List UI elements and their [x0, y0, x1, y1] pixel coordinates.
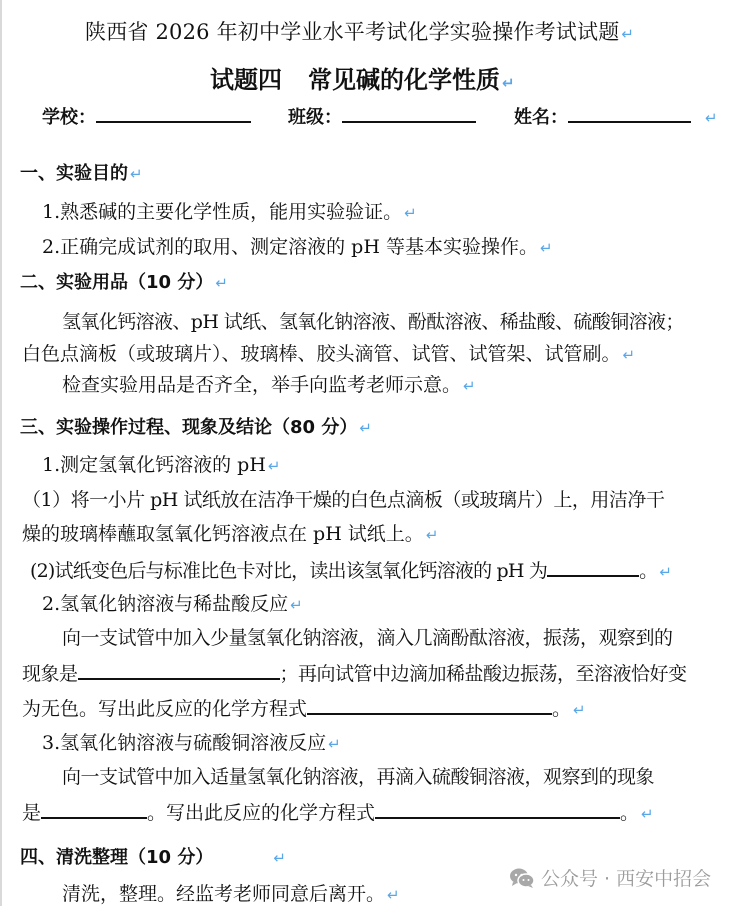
materials-text: 氢氧化钙溶液、pH 试纸、氢氧化钠溶液、酚酞溶液、稀盐酸、硫酸铜溶液；	[62, 311, 684, 333]
ph-answer-blank[interactable]	[547, 557, 639, 577]
school-label: 学校：	[42, 107, 96, 128]
materials-line-2	[22, 342, 635, 367]
document-title-text: 陕西省 2026 年初中学业水平考试化学实验操作考试试题	[85, 20, 620, 44]
paragraph-mark-icon: ↵	[463, 377, 476, 395]
q1-step1-line2	[22, 522, 438, 547]
section-heading-text: 三、实验操作过程、现象及结论（80 分）	[20, 417, 358, 438]
equation-answer-blank[interactable]	[307, 695, 552, 715]
paragraph-mark-icon: ↵	[573, 701, 586, 719]
section-heading-text: 一、实验目的	[20, 163, 128, 184]
paragraph-mark-icon: ↵	[130, 165, 143, 183]
paragraph-mark-icon: ↵	[387, 886, 400, 904]
q1-step2	[30, 557, 671, 584]
paragraph-mark-icon: ↵	[290, 596, 303, 614]
q1-step2-text: (2)试纸变色后与标准比色卡对比，读出该氢氧化钙溶液的 pH 为	[30, 560, 548, 582]
paragraph-mark-icon: ↵	[404, 204, 417, 222]
paragraph-mark-icon: ↵	[267, 457, 281, 475]
paragraph-mark-icon: ↵	[659, 563, 672, 581]
paragraph-mark-icon: ↵	[539, 239, 553, 257]
paragraph-mark-icon: ↵	[425, 526, 439, 544]
document-title	[85, 20, 634, 46]
q2-line3	[22, 695, 586, 722]
q1-step1-text: （1）将一小片 pH 试纸放在洁净干燥的白色点滴板（或玻璃片）上，用洁净干	[22, 489, 665, 511]
watermark-text: 公众号 · 西安中招会	[541, 868, 712, 890]
q1-step1-line1	[22, 488, 664, 512]
q3-text: 是	[22, 802, 42, 824]
q3-equation-blank[interactable]	[375, 799, 620, 819]
paragraph-mark-icon: ↵	[641, 805, 654, 823]
class-blank[interactable]	[342, 103, 476, 123]
subtitle-topic: 常见碱的化学性质	[308, 66, 500, 94]
class-field	[288, 103, 476, 130]
paragraph-mark-icon: ↵	[215, 274, 228, 292]
q3-end: 。	[620, 802, 640, 824]
q1-step2-end: 。	[639, 560, 658, 582]
section-heading-text: 二、实验用品（10 分）	[20, 272, 214, 293]
q2-text: 向一支试管中加入少量氢氧化钠溶液，滴入几滴酚酞溶液，振荡，观察到的	[62, 627, 673, 649]
paragraph-mark-icon: ↵	[328, 735, 341, 753]
class-label: 班级：	[288, 107, 342, 128]
paragraph-mark-icon: ↵	[705, 109, 718, 127]
q3-text: 。写出此反应的化学方程式	[147, 802, 376, 824]
q3-title	[42, 731, 341, 756]
q1-title-text: 1.测定氢氧化钙溶液的 pH	[42, 454, 266, 476]
wechat-icon	[509, 867, 535, 889]
objective-text: 1.熟悉碱的主要化学性质，能用实验验证。	[42, 201, 403, 223]
q1-title	[42, 453, 280, 478]
section-heading-procedure	[20, 416, 372, 440]
q2-end: 。	[552, 698, 572, 720]
materials-text: 白色点滴板（或玻璃片）、玻璃棒、胶头滴管、试管、试管架、试管刷。	[22, 343, 621, 365]
phenomenon-answer-blank[interactable]	[78, 660, 280, 680]
q3-line2	[22, 799, 654, 826]
paragraph-mark-icon: ↵	[273, 849, 286, 867]
materials-line-1	[62, 310, 684, 334]
paragraph-mark-icon: ↵	[622, 346, 636, 364]
objective-item	[42, 200, 417, 225]
q2-line2	[22, 660, 687, 686]
materials-check-text: 检查实验用品是否齐全，举手向监考老师示意。	[62, 374, 462, 396]
q2-title	[42, 592, 303, 617]
paragraph-mark-icon: ↵	[359, 419, 372, 437]
q2-text: 为无色。写出此反应的化学方程式	[22, 698, 308, 720]
q2-text: 现象是	[22, 663, 78, 685]
objective-item	[42, 235, 553, 260]
q3-title-text: 3.氢氧化钠溶液与硫酸铜溶液反应	[42, 732, 327, 754]
q2-line1	[62, 626, 673, 650]
q3-line1	[62, 765, 654, 789]
school-blank[interactable]	[96, 103, 251, 123]
cleanup-text-content: 清洗，整理。经监考老师同意后离开。	[62, 883, 386, 905]
q3-text: 向一支试管中加入适量氢氧化钠溶液，再滴入硫酸铜溶液，观察到的现象	[62, 766, 655, 788]
materials-check	[62, 373, 476, 398]
paragraph-mark-icon: ↵	[621, 25, 635, 43]
section-heading-objectives	[20, 162, 143, 186]
section-heading-cleanup	[20, 846, 286, 870]
name-blank[interactable]	[568, 103, 691, 123]
subtitle-number: 试题四	[210, 66, 282, 94]
section-heading-text: 四、清洗整理（10 分）	[20, 847, 214, 868]
objective-text: 2.正确完成试剂的取用、测定溶液的 pH 等基本实验操作。	[42, 236, 538, 258]
exam-subtitle	[210, 68, 515, 95]
watermark	[509, 864, 711, 891]
q3-phenomenon-blank[interactable]	[41, 799, 147, 819]
cleanup-text	[62, 882, 400, 907]
name-label: 姓名：	[514, 107, 568, 128]
paragraph-mark-icon: ↵	[502, 74, 515, 92]
page-left-border	[0, 0, 2, 906]
name-field	[514, 103, 718, 130]
section-heading-materials	[20, 271, 228, 295]
q2-text: ；再向试管中边滴加稀盐酸边振荡，至溶液恰好变	[279, 663, 687, 685]
school-field	[42, 103, 251, 130]
q1-step1-text: 燥的玻璃棒蘸取氢氧化钙溶液点在 pH 试纸上。	[22, 523, 424, 545]
q2-title-text: 2.氢氧化钠溶液与稀盐酸反应	[42, 593, 289, 615]
